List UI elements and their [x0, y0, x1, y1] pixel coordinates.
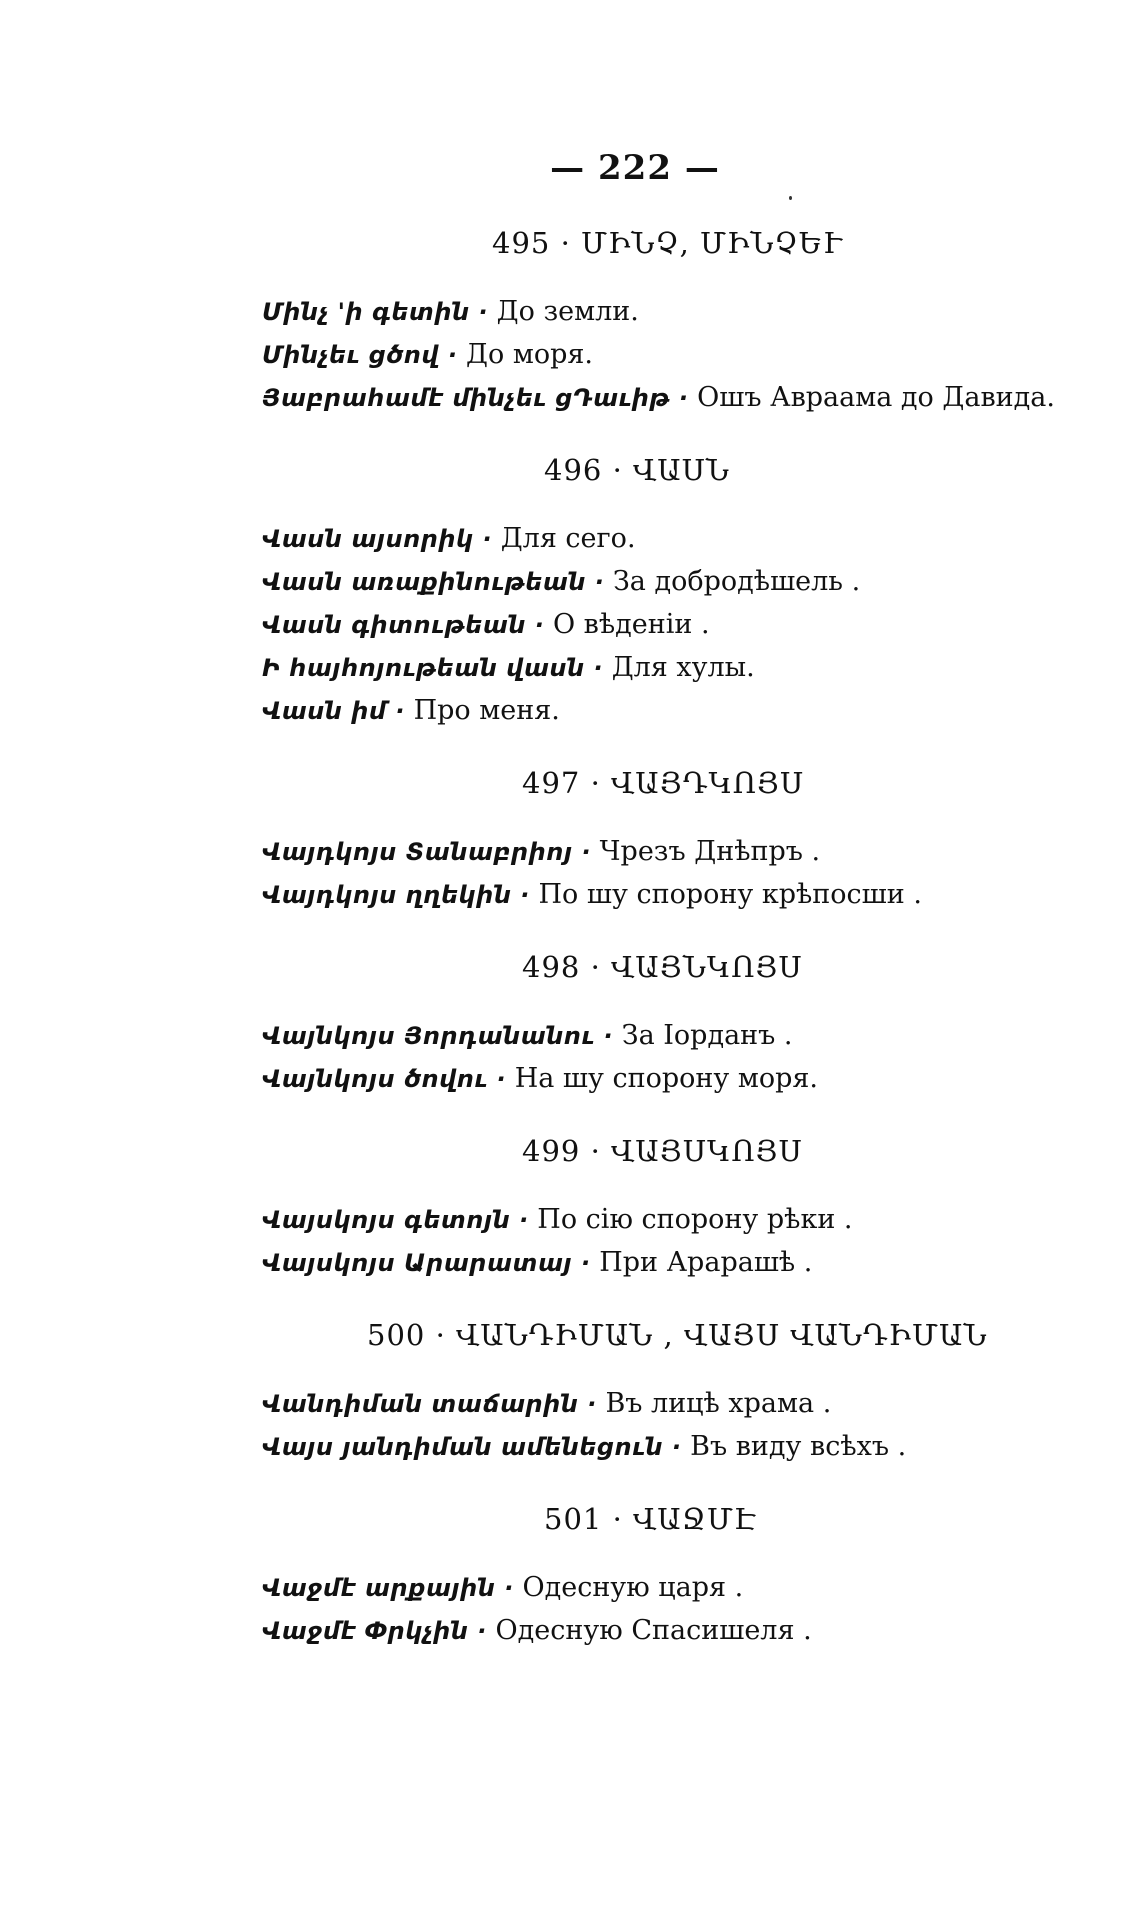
armenian-phrase: Վայս յանդիման ամենեցուն · — [262, 1433, 682, 1461]
armenian-phrase: Վասն գիտութեան · — [262, 611, 545, 639]
entry-row — [262, 873, 1062, 916]
russian-translation: Для хулы. — [611, 652, 755, 683]
ink-speck — [789, 196, 792, 200]
russian-translation: Въ виду всѣхъ . — [690, 1431, 907, 1462]
entry-row — [262, 517, 1062, 560]
page-content — [262, 218, 1062, 1652]
section-spacer — [262, 1284, 1062, 1310]
entry-row — [262, 560, 1062, 603]
section-heading: 500 · ՎԱՆԴԻՄԱՆ , ՎԱՅՍ ՎԱՆԴԻՄԱՆ — [367, 1318, 988, 1352]
armenian-phrase: Վաջմէ արքային · — [262, 1574, 514, 1602]
russian-translation: О вѣденіи . — [552, 609, 710, 640]
armenian-phrase: Մինչ 'ի գետին · — [262, 298, 489, 326]
armenian-phrase: Վասն այսորիկ · — [262, 525, 493, 553]
section-spacer — [262, 1468, 1062, 1494]
russian-translation: При Арарашѣ . — [599, 1247, 813, 1278]
armenian-phrase: Վանդիման տաճարին · — [262, 1390, 597, 1418]
armenian-phrase: Վաջմէ Փրկչին · — [262, 1617, 487, 1645]
entry-row — [262, 376, 1062, 419]
armenian-phrase: Վայսկոյս գետոյն · — [262, 1206, 529, 1234]
entry-row — [262, 1609, 1062, 1652]
section-spacer — [262, 732, 1062, 758]
russian-translation: На шу спорону моря. — [514, 1063, 819, 1094]
entry-row — [262, 1198, 1062, 1241]
russian-translation: Одесную царя . — [522, 1572, 744, 1603]
armenian-phrase: Վայդկոյս ղղեկին · — [262, 881, 530, 909]
entry-row — [262, 290, 1062, 333]
section-heading: 501 · ՎԱՋՄԷ — [544, 1502, 757, 1536]
section-spacer — [262, 495, 1062, 517]
section-spacer — [262, 1544, 1062, 1566]
section-spacer — [262, 808, 1062, 830]
armenian-phrase: Ի հայհոյութեան վասն · — [262, 654, 604, 682]
section-heading: 497 · ՎԱՅԴԿՈՅՍ — [522, 766, 805, 800]
section-spacer — [262, 1176, 1062, 1198]
armenian-phrase: Վասն իմ · — [262, 697, 405, 725]
russian-translation: До моря. — [466, 339, 593, 370]
section-spacer — [262, 419, 1062, 445]
entry-row — [262, 830, 1062, 873]
section-spacer — [262, 268, 1062, 290]
russian-translation: По шу спорону крѣпосши . — [538, 879, 922, 910]
section-spacer — [262, 916, 1062, 942]
section-heading: 496 · ՎԱՍՆ — [544, 453, 730, 487]
russian-translation: Въ лицѣ храма . — [605, 1388, 832, 1419]
russian-translation: До земли. — [496, 296, 639, 327]
page-number: — 222 — — [550, 148, 720, 188]
russian-translation: За Іорданъ . — [621, 1020, 793, 1051]
russian-translation: Про меня. — [413, 695, 560, 726]
russian-translation: Одесную Спасишеля . — [495, 1615, 812, 1646]
entry-row — [262, 1014, 1062, 1057]
entry-row — [262, 603, 1062, 646]
armenian-phrase: Վայնկոյս Յորդանանու · — [262, 1022, 614, 1050]
russian-translation: Чрезъ Днѣпръ . — [599, 836, 821, 867]
section-spacer — [262, 1100, 1062, 1126]
entry-row — [262, 689, 1062, 732]
section-heading: 499 · ՎԱՅՍԿՈՅՍ — [522, 1134, 803, 1168]
entry-row — [262, 1425, 1062, 1468]
entry-row — [262, 1057, 1062, 1100]
armenian-phrase: Յաբրահամէ մինչեւ ցԴաւիթ · — [262, 384, 689, 412]
russian-translation: По сію спорону рѣки . — [537, 1204, 853, 1235]
section-spacer — [262, 992, 1062, 1014]
armenian-phrase: Վասն առաքինութեան · — [262, 568, 605, 596]
russian-translation: Ошъ Авраама до Давида. — [697, 382, 1055, 413]
entry-row — [262, 1382, 1062, 1425]
entry-row — [262, 646, 1062, 689]
section-heading: 498 · ՎԱՅՆԿՈՅՍ — [522, 950, 803, 984]
armenian-phrase: Վայսկոյս Արարատայ · — [262, 1249, 591, 1277]
entry-row — [262, 1241, 1062, 1284]
section-heading: 495 · ՄԻՆՉ, ՄԻՆՉԵՒ — [492, 226, 843, 260]
section-spacer — [262, 1360, 1062, 1382]
russian-translation: Для сего. — [500, 523, 636, 554]
armenian-phrase: Վայդկոյս Տանաբրիոյ · — [262, 838, 592, 866]
russian-translation: За добродѣшель . — [612, 566, 861, 597]
armenian-phrase: Վայնկոյս ծովու · — [262, 1065, 507, 1093]
entry-row — [262, 1566, 1062, 1609]
entry-row — [262, 333, 1062, 376]
armenian-phrase: Մինչեւ ցծով · — [262, 341, 458, 369]
